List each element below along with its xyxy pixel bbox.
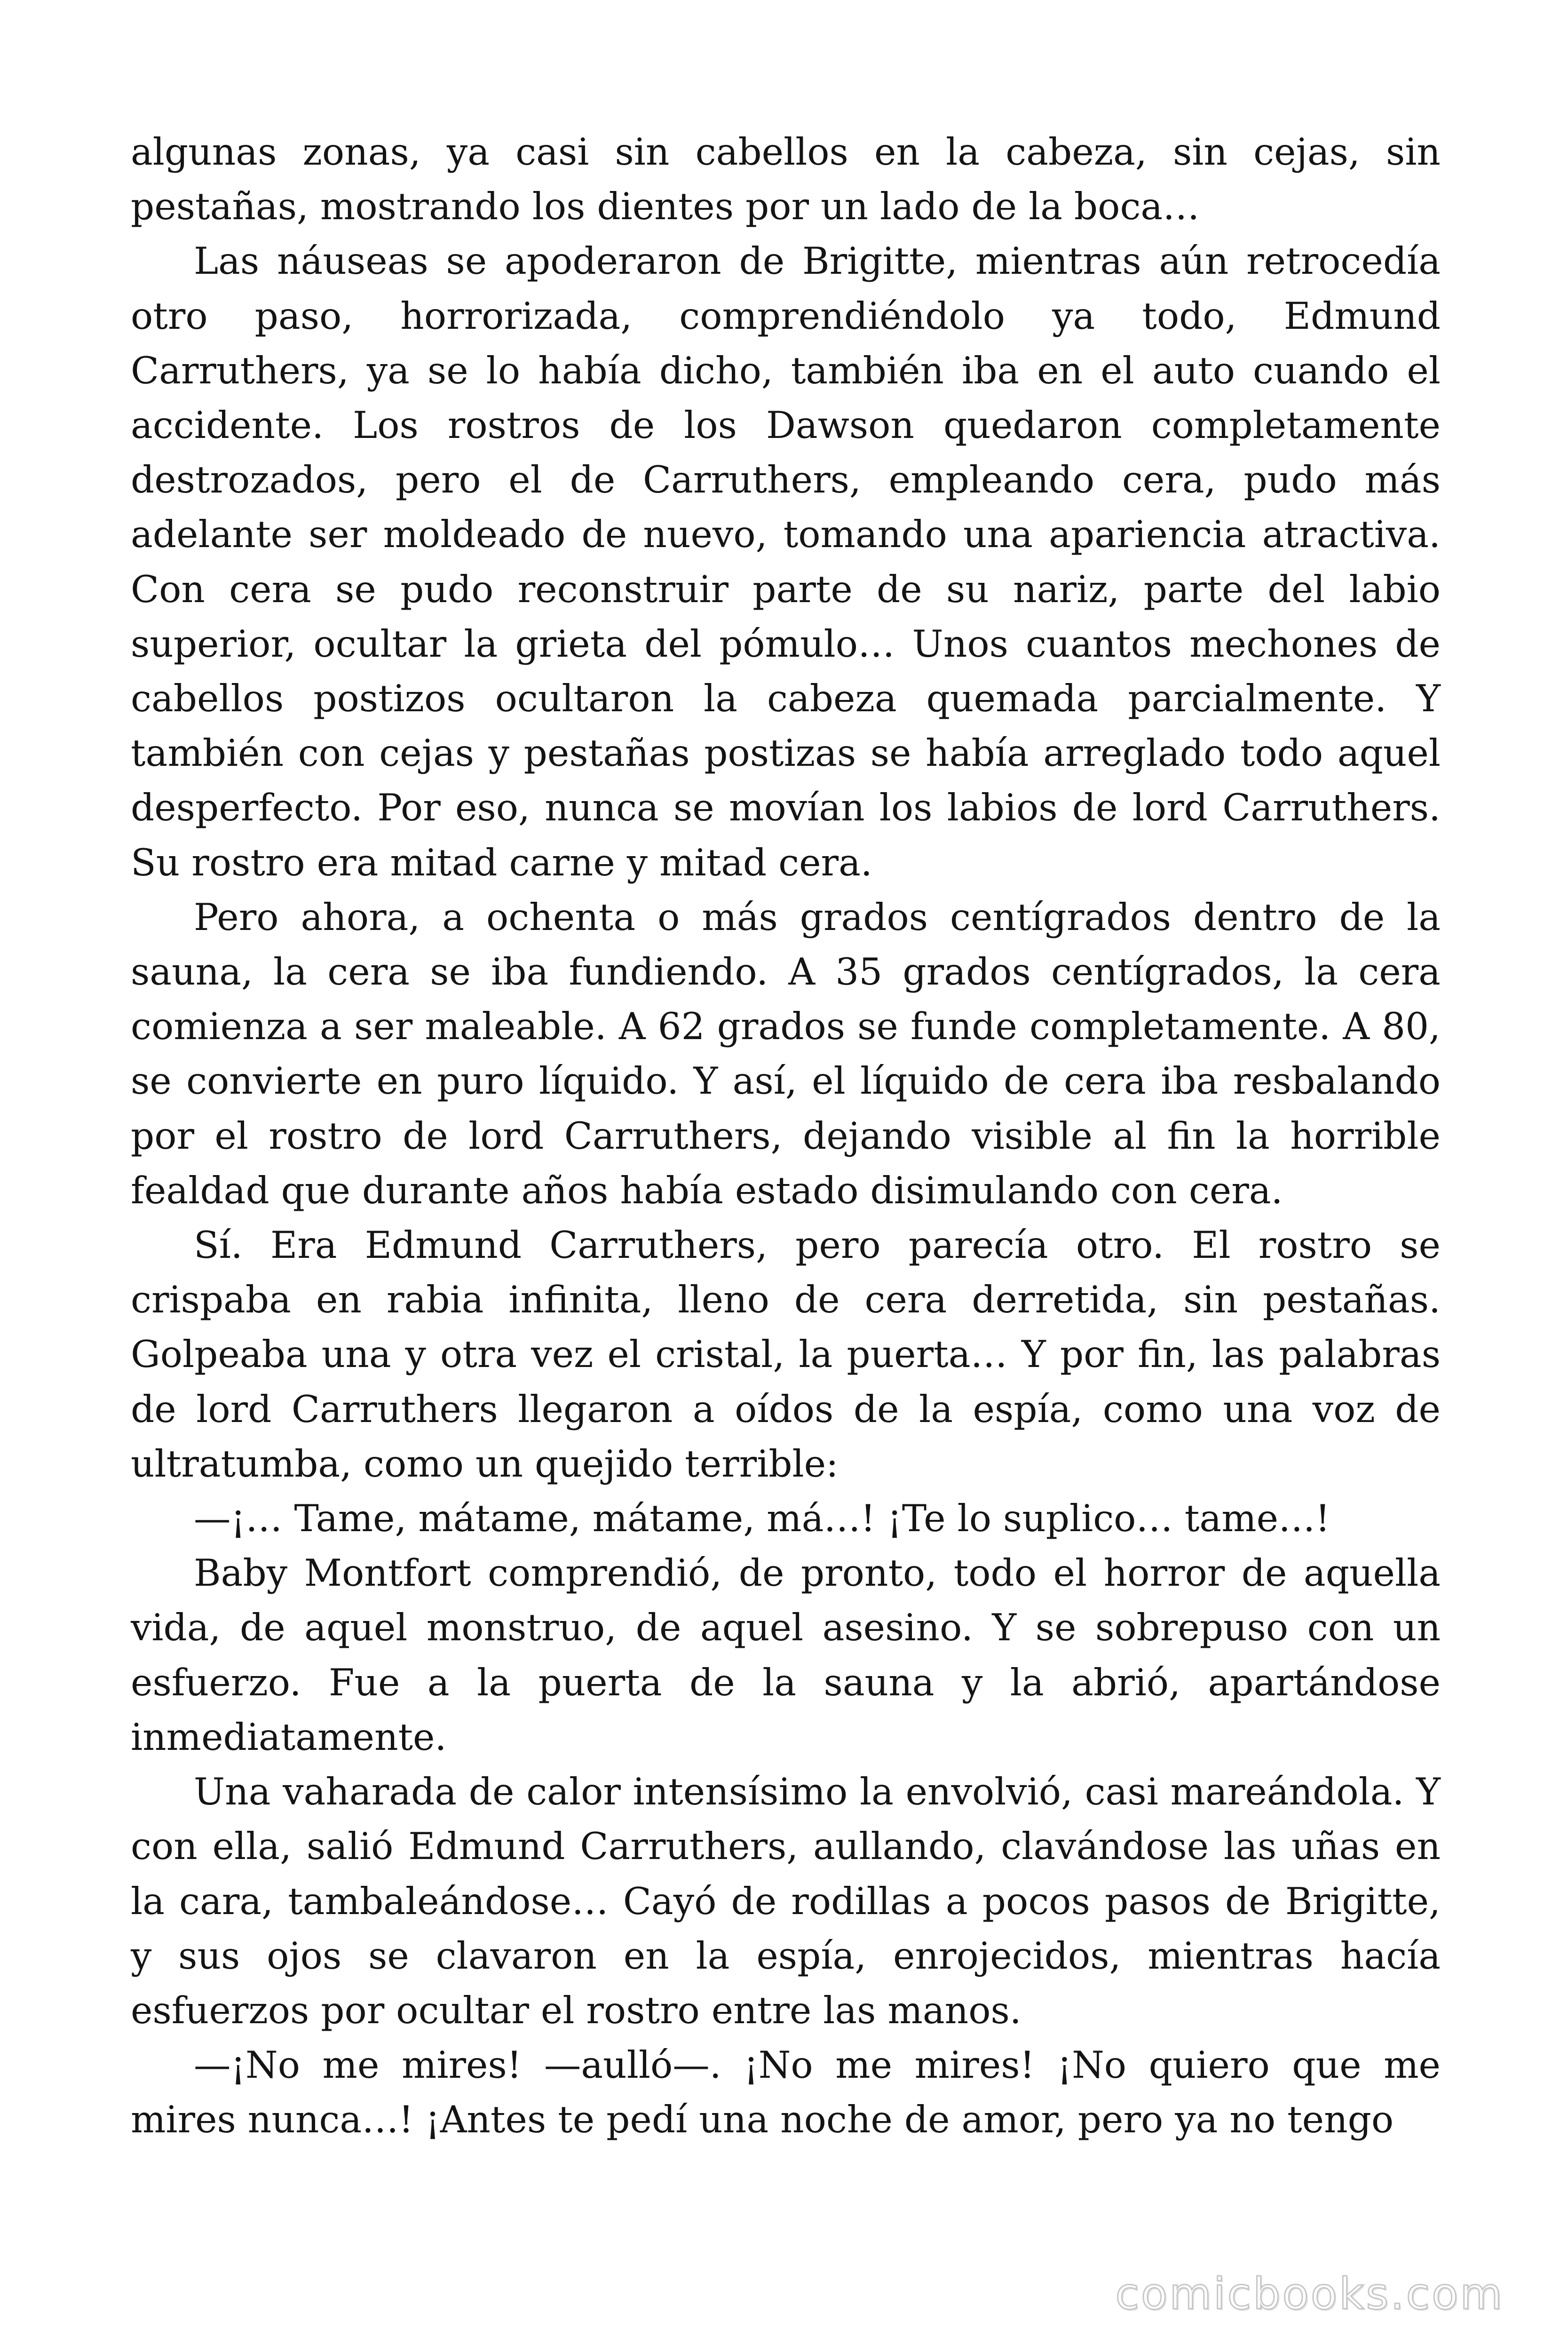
paragraph-5: —¡… Tame, mátame, mátame, má…! ¡Te lo suplico… tame…! <box>194 1497 1330 1541</box>
paragraph-4: Sí. Era Edmund Carruthers, pero parecía otro. El rostro se crispaba en rabia infinita, lleno de cera derretida, sin pestañas. Golpeaba una y otra vez el cristal, la puerta… Y por fin, las palabras de lord Carruthers llegaron a oídos de la espía, como una voz de ultratumba, como un quejido terrible: <box>131 1224 1441 1486</box>
paragraph-3: Pero ahora, a ochenta o más grados centígrados dentro de la sauna, la cera se iba fundiendo. A 35 grados centígrados, la cera comienza a ser maleable. A 62 grados se funde completamente. A 80, se convierte en puro líquido. Y así, el líquido de cera iba resbalando por el rostro de lord Carruthers, dejando visible al fin la horrible fealdad que durante años había estado disimulando con cera. <box>131 895 1441 1212</box>
paragraph-8: —¡No me mires! —aulló—. ¡No me mires! ¡No quiero que me mires nunca…! ¡Antes te pedí una noche de amor, pero ya no tengo <box>131 2043 1441 2142</box>
paragraph-7: Una vaharada de calor intensísimo la envolvió, casi mareándola. Y con ella, salió Edmund Carruthers, aullando, clavándose las uñas en la cara, tambaleándose… Cayó de rodillas a pocos pasos de Brigitte, y sus ojos se clavaron en la espía, enrojecidos, mientras hacía esfuerzos por ocultar el rostro entre las manos. <box>131 1770 1441 2032</box>
paragraph-2: Las náuseas se apoderaron de Brigitte, mientras aún retrocedía otro paso, horrorizada, comprendiéndolo ya todo, Edmund Carruthers, ya se lo había dicho, también iba en el auto cuando el accidente. Los rostros de los Dawson quedaron completamente destrozados, pero el de Carruthers, empleando cera, pudo más adelante ser moldeado de nuevo, tomando una apariencia atractiva. Con cera se pudo reconstruir parte de su nariz, parte del labio superior, ocultar la grieta del pómulo… Unos cuantos mechones de cabellos postizos ocultaron la cabeza quemada parcialmente. Y también con cejas y pestañas postizas se había arreglado todo aquel desperfecto. Por eso, nunca se movían los labios de lord Carruthers. Su rostro era mitad carne y mitad cera. <box>131 239 1441 884</box>
paragraph-6: Baby Montfort comprendió, de pronto, todo el horror de aquella vida, de aquel monstruo, de aquel asesino. Y se sobrepuso con un esfuerzo. Fue a la puerta de la sauna y la abrió, apartándose inmediatamente. <box>131 1551 1441 1759</box>
paragraph-1: algunas zonas, ya casi sin cabellos en la cabeza, sin cejas, sin pestañas, mostrando los dientes por un lado de la boca… <box>131 130 1441 229</box>
watermark-logo: comicbooks.com <box>1115 2269 1504 2319</box>
book-page <box>131 125 1441 2147</box>
